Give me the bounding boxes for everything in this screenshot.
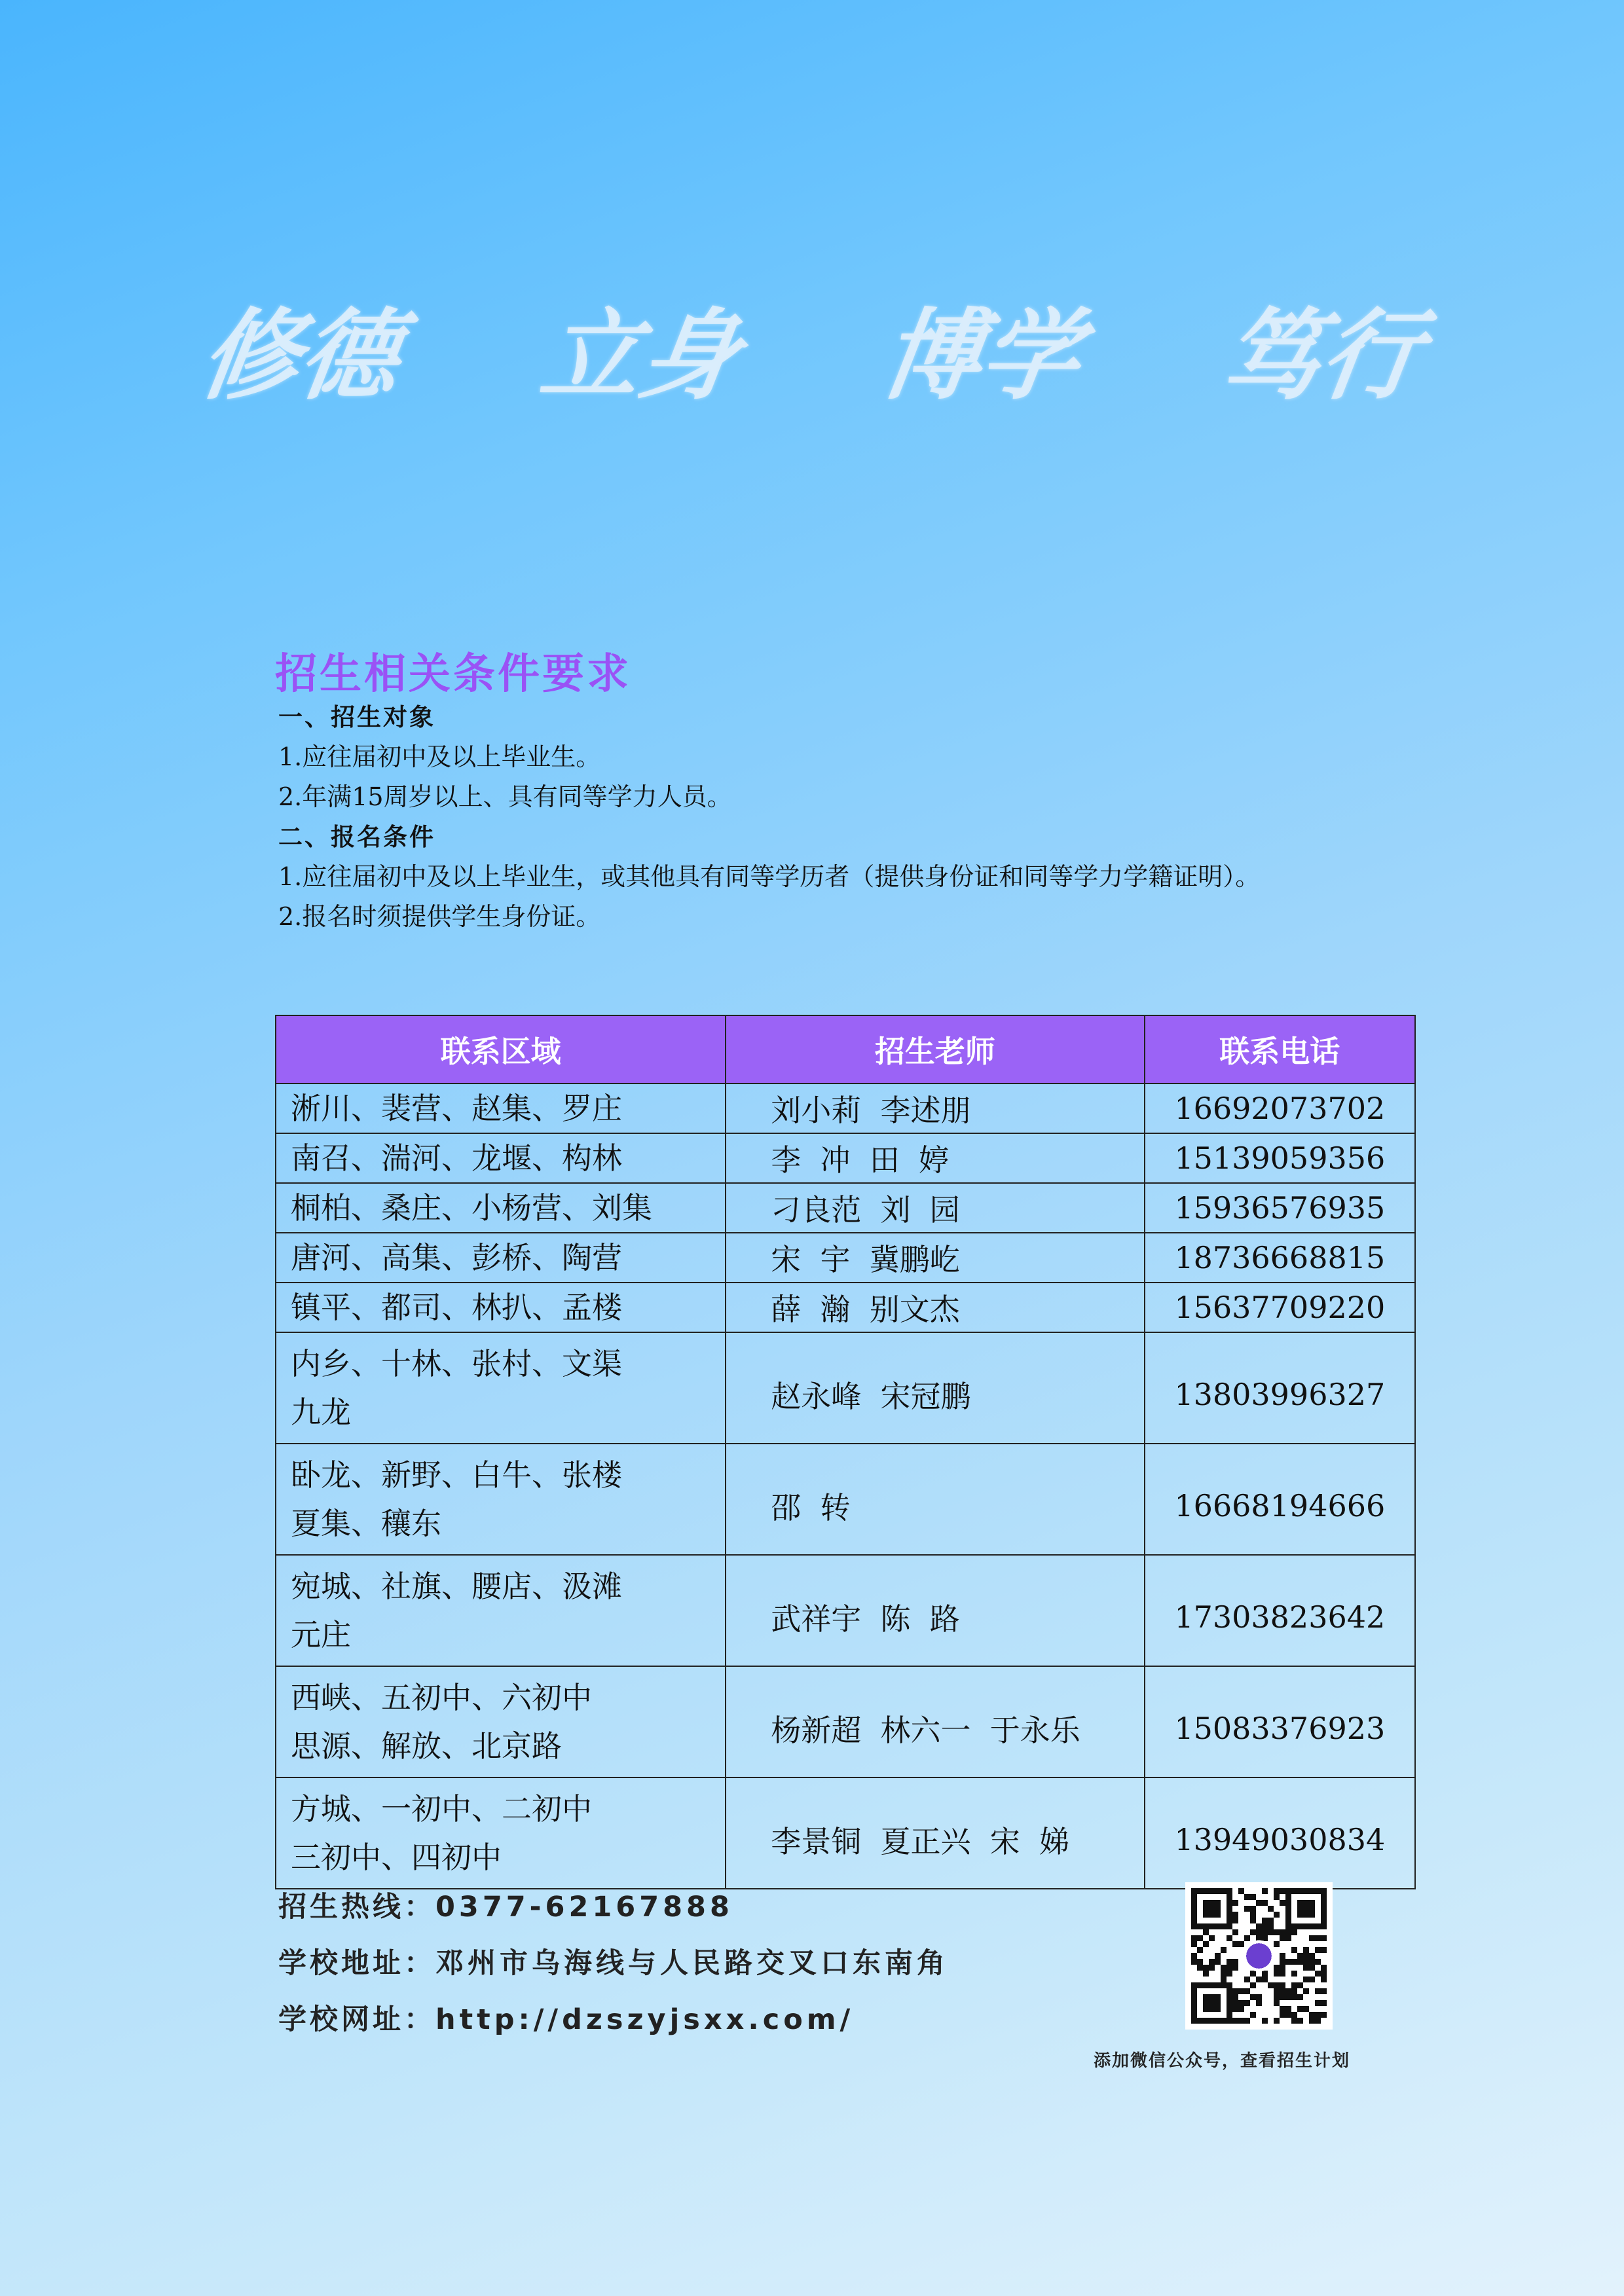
motto-word-4: 笃行 [1215, 298, 1428, 413]
region-cell [276, 1233, 726, 1283]
teacher-cell: 宋 宇 冀鹏屹 [726, 1233, 1144, 1283]
region-line: 方城、一初中、二初中 [291, 1791, 592, 1827]
region-line: 淅川、裴营、赵集、罗庄 [291, 1091, 622, 1126]
region-cell [276, 1183, 726, 1233]
motto-word-1: 修德 [193, 298, 407, 413]
phone-cell[interactable]: 16692073702 [1145, 1084, 1415, 1133]
teacher-cell: 邵 转 [726, 1444, 1144, 1555]
teacher-cell: 李景铜 夏正兴 宋 娣 [726, 1777, 1144, 1889]
requirements-title: 招生相关条件要求 [275, 650, 631, 699]
region-cell [276, 1332, 726, 1444]
teacher-cell: 武祥宇 陈 路 [726, 1555, 1144, 1666]
contacts-row [276, 1233, 1415, 1283]
contacts-row [276, 1777, 1415, 1889]
region-line: 西峡、五初中、六初中 [291, 1680, 592, 1715]
teacher-cell: 李 冲 田 婷 [726, 1133, 1144, 1183]
region-line: 桐柏、桑庄、小杨营、刘集 [291, 1190, 652, 1226]
requirements-line: 1.应往届初中及以上毕业生。 [278, 742, 601, 771]
header-region: 联系区域 [276, 1015, 726, 1084]
website-link[interactable]: http://dzszyjsxx.com/ [435, 2003, 855, 2036]
address-text: 邓州市乌海线与人民路交叉口东南角 [435, 1947, 949, 1980]
region-line: 九龙 [291, 1394, 351, 1430]
contacts-table [275, 1015, 1416, 1889]
region-cell [276, 1133, 726, 1183]
qr-caption: 添加微信公众号，查看招生计划 [1094, 2051, 1351, 2071]
hotline-number[interactable]: 0377-62167888 [435, 1891, 733, 1923]
region-line: 三初中、四初中 [291, 1840, 502, 1875]
address-label: 学校地址： [278, 1947, 435, 1980]
website-label: 学校网址： [278, 2003, 435, 2036]
contacts-row [276, 1444, 1415, 1555]
region-cell [276, 1555, 726, 1666]
requirements-heading-1: 一、招生对象 [278, 703, 435, 731]
region-line: 思源、解放、北京路 [291, 1728, 562, 1764]
school-motto [193, 282, 1428, 413]
header-teacher: 招生老师 [726, 1015, 1144, 1084]
phone-cell[interactable]: 17303823642 [1145, 1555, 1415, 1666]
phone-cell[interactable]: 18736668815 [1145, 1233, 1415, 1283]
region-line: 卧龙、新野、白牛、张楼 [291, 1457, 622, 1493]
phone-cell[interactable]: 15637709220 [1145, 1283, 1415, 1332]
contacts-row [276, 1666, 1415, 1777]
phone-cell[interactable]: 16668194666 [1145, 1444, 1415, 1555]
requirements-line: 1.应往届初中及以上毕业生，或其他具有同等学历者（提供身份证和同等学力学籍证明）。 [278, 862, 1261, 891]
requirements-body [278, 697, 1444, 937]
region-line: 南召、湍河、龙堰、构林 [291, 1140, 622, 1176]
contact-info [278, 1879, 949, 2048]
region-cell [276, 1666, 726, 1777]
address-row [278, 1935, 949, 1992]
hotline-row [278, 1879, 949, 1935]
motto-word-2: 立身 [534, 298, 747, 413]
website-row [278, 1992, 949, 2048]
teacher-cell: 刁良范 刘 园 [726, 1183, 1144, 1233]
contacts-row [276, 1283, 1415, 1332]
region-line: 内乡、十林、张村、文渠 [291, 1346, 622, 1381]
region-cell [276, 1084, 726, 1133]
phone-cell[interactable]: 15139059356 [1145, 1133, 1415, 1183]
region-line: 夏集、穰东 [291, 1506, 441, 1541]
region-cell [276, 1777, 726, 1889]
region-line: 宛城、社旗、腰店、汲滩 [291, 1569, 622, 1604]
requirements-line: 2.报名时须提供学生身份证。 [278, 902, 601, 931]
wechat-qr-code-icon [1185, 1882, 1333, 2030]
hotline-label: 招生热线： [278, 1891, 435, 1923]
contacts-row [276, 1183, 1415, 1233]
teacher-cell: 刘小莉 李述朋 [726, 1084, 1144, 1133]
requirements-heading-2: 二、报名条件 [278, 823, 435, 851]
region-line: 唐河、高集、彭桥、陶营 [291, 1240, 622, 1275]
contacts-row [276, 1084, 1415, 1133]
region-line: 元庄 [291, 1617, 351, 1652]
phone-cell[interactable]: 15936576935 [1145, 1183, 1415, 1233]
contacts-row [276, 1332, 1415, 1444]
phone-cell[interactable]: 13949030834 [1145, 1777, 1415, 1889]
contacts-row [276, 1133, 1415, 1183]
teacher-cell: 赵永峰 宋冠鹏 [726, 1332, 1144, 1444]
region-cell [276, 1444, 726, 1555]
phone-cell[interactable]: 13803996327 [1145, 1332, 1415, 1444]
teacher-cell: 杨新超 林六一 于永乐 [726, 1666, 1144, 1777]
contacts-row [276, 1555, 1415, 1666]
teacher-cell: 薛 瀚 别文杰 [726, 1283, 1144, 1332]
header-phone: 联系电话 [1145, 1015, 1415, 1084]
region-cell [276, 1283, 726, 1332]
contacts-header-row [276, 1015, 1415, 1084]
phone-cell[interactable]: 15083376923 [1145, 1666, 1415, 1777]
region-line: 镇平、都司、林扒、孟楼 [291, 1290, 622, 1325]
motto-word-3: 博学 [874, 298, 1088, 413]
requirements-line: 2.年满15周岁以上、具有同等学力人员。 [278, 782, 732, 811]
